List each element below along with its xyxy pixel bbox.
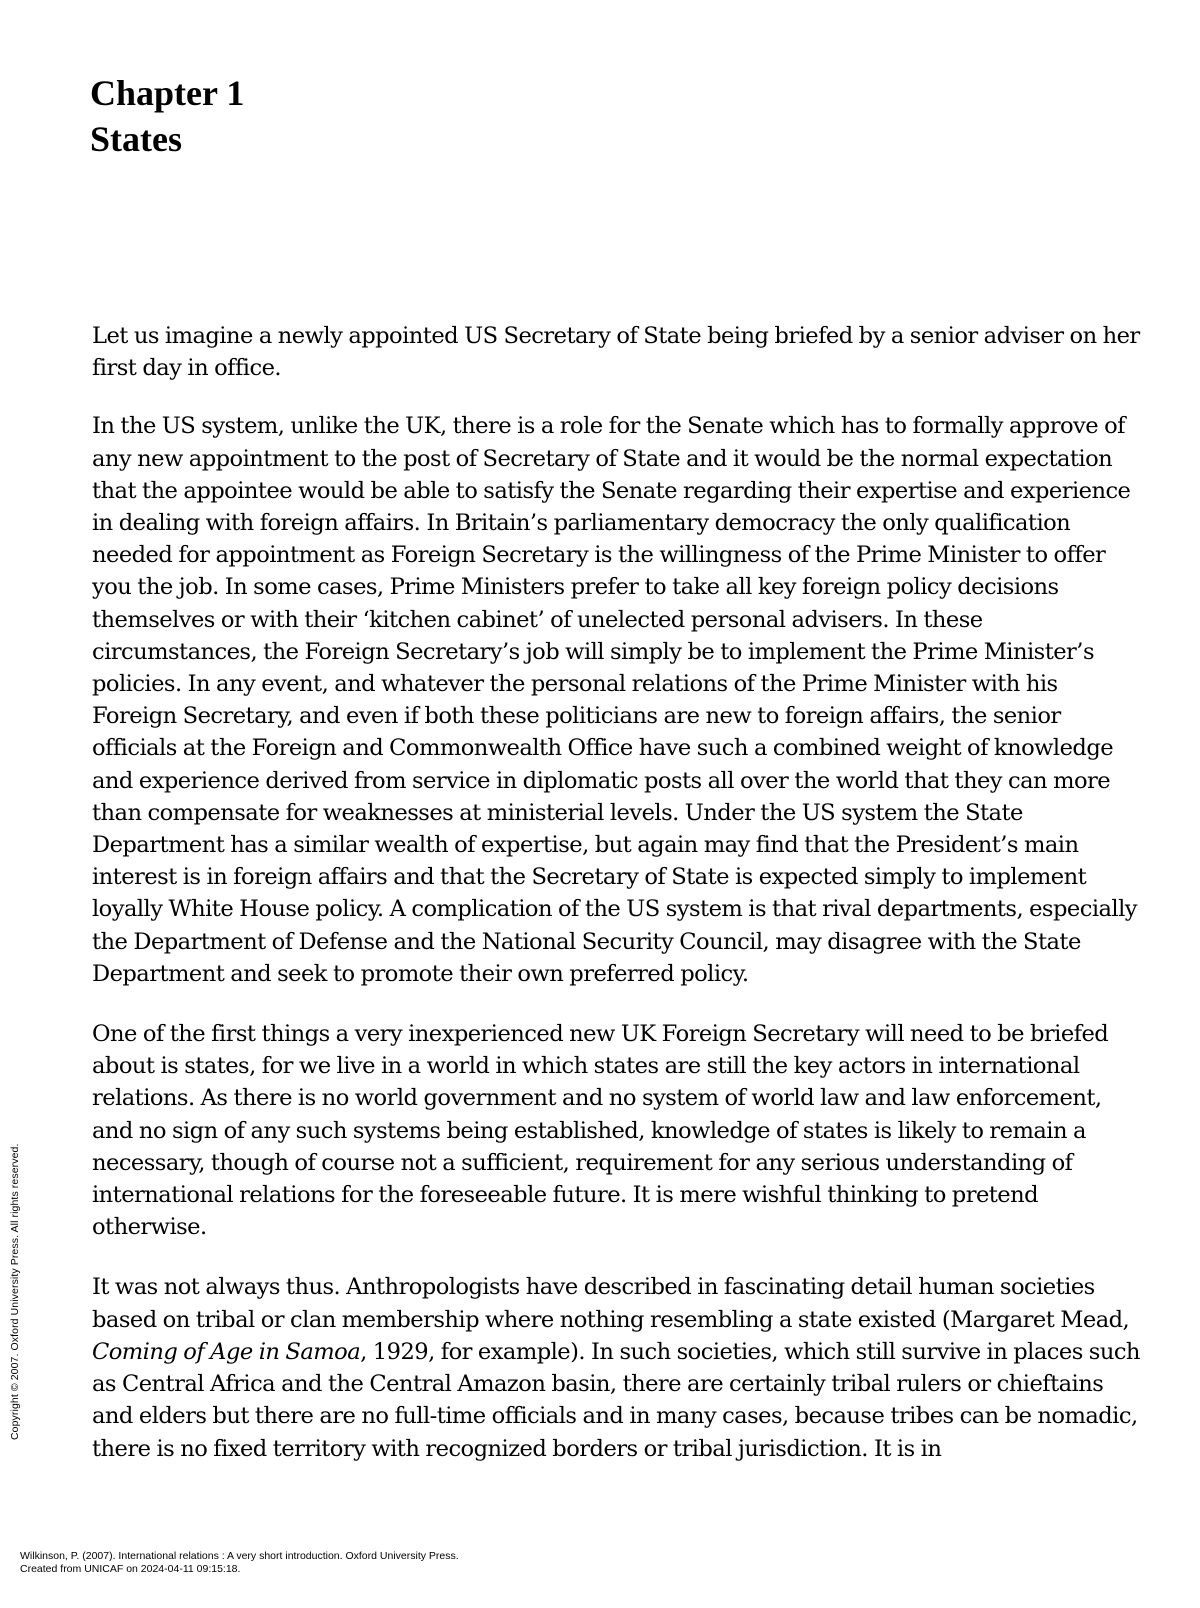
footer-citation: Wilkinson, P. (2007). International relations : A very short introduction. Oxford University Press. xyxy=(20,1550,459,1562)
footer-created: Created from UNICAF on 2024-04-11 09:15:18. xyxy=(20,1563,241,1575)
chapter-number: Chapter 1 xyxy=(90,73,245,113)
body-text xyxy=(92,320,1142,1493)
paragraph-4-text-a: It was not always thus. Anthropologists have described in fascinating detail human societies based on tribal or clan membership where nothing resembling a state existed (Margaret Mead, xyxy=(92,1274,1130,1333)
paragraph-2: In the US system, unlike the UK, there is a role for the Senate which has to formally approve of any new appointment to the post of Secretary of State and it would be the normal expectation that the appointee would be able to satisfy the Senate regarding their expertise and experience in dealing with foreign affairs. In Britain’s parliamentary democracy the only qualification needed for appointment as Foreign Secretary is the willingness of the Prime Minister to offer you the job. In some cases, Prime Ministers prefer to take all key foreign policy decisions themselves or with their ‘kitchen cabinet’ of unelected personal advisers. In these circumstances, the Foreign Secretary’s job will simply be to implement the Prime Minister’s policies. In any event, and whatever the personal relations of the Prime Minister with his Foreign Secretary, and even if both these politicians are new to foreign affairs, the senior officials at the Foreign and Commonwealth Office have such a combined weight of knowledge and experience derived from service in diplomatic posts all over the world that they can more than compensate for weaknesses at ministerial levels. Under the US system the State Department has a similar wealth of expertise, but again may find that the President’s main interest is in foreign affairs and that the Secretary of State is expected simply to implement loyally White House policy. A complication of the US system is that rival departments, especially the Department of Defense and the National Security Council, may disagree with the State Department and seek to promote their own preferred policy. xyxy=(92,413,1137,987)
chapter-heading xyxy=(90,70,244,162)
paragraph-4-text-b: , 1929, for example). In such societies, which still survive in places such as Central Africa and the Central Amazon basin, there are certainly tribal rulers or chieftains and elders but there are no full-time officials and in many cases, because tribes can be nomadic, there is no fixed territory with recognized borders or tribal jurisdiction. It is in xyxy=(92,1338,1140,1462)
paragraph-4 xyxy=(92,1271,1142,1464)
book-title-italic: Coming of Age in Samoa xyxy=(92,1338,361,1365)
chapter-title: States xyxy=(90,119,182,159)
paragraph-1: Let us imagine a newly appointed US Secretary of State being briefed by a senior adviser on her first day in office. xyxy=(92,323,1140,382)
side-copyright-notice: Copyright © 2007. Oxford University Press. All rights reserved. xyxy=(9,1143,21,1440)
page-footer xyxy=(20,1550,459,1576)
paragraph-3: One of the first things a very inexperienced new UK Foreign Secretary will need to be briefed about is states, for we live in a world in which states are still the key actors in international relations. As there is no world government and no system of world law and law enforcement, and no sign of any such systems being established, knowledge of states is likely to remain a necessary, though of course not a sufficient, requirement for any serious understanding of international relations for the foreseeable future. It is mere wishful thinking to pretend otherwise. xyxy=(92,1021,1109,1241)
